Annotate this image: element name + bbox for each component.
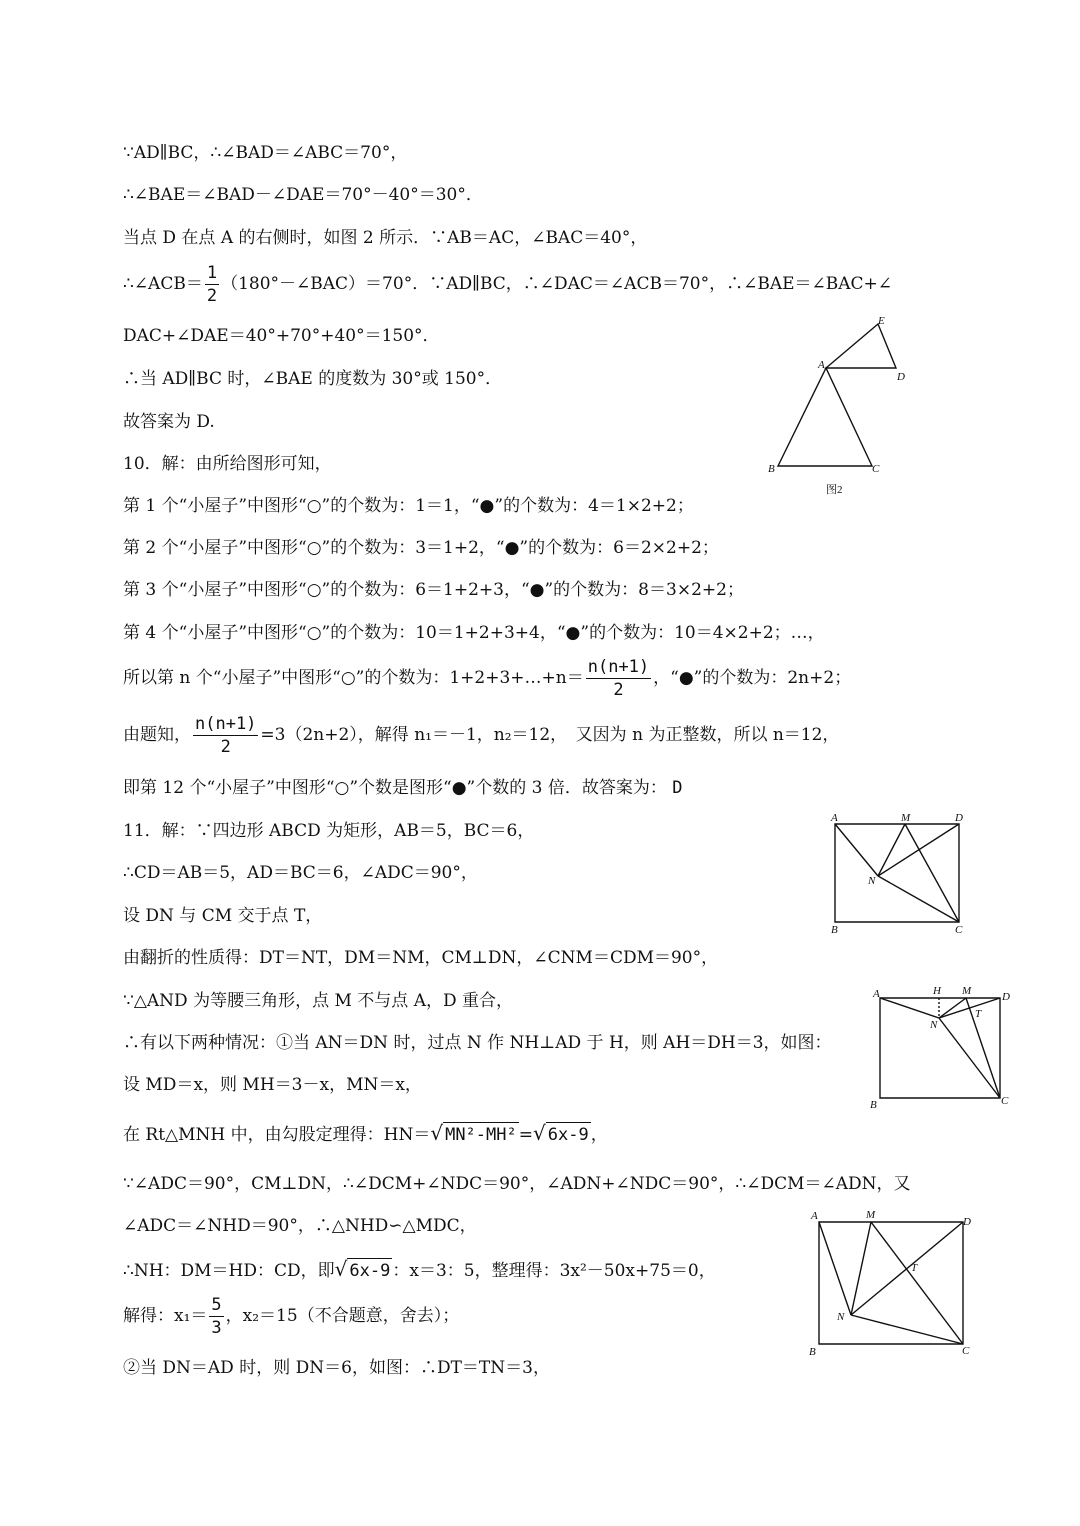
label-a: A (818, 359, 825, 371)
line-26b: ：x＝3：5，整理得：3x²－50x+75＝0， (392, 1261, 716, 1281)
line-9: 第 1 个“小屋子”中图形“○”的个数为：1＝1，“●”的个数为：4＝1×2+2； (123, 496, 694, 516)
triangle-ade (826, 324, 896, 368)
line-13b: ，“●”的个数为：2n+2； (653, 668, 852, 688)
line-14 (123, 713, 839, 758)
r3-label-a: A (811, 1210, 818, 1222)
line-11: 第 3 个“小屋子”中图形“○”的个数为：6＝1+2+3，“●”的个数为：8＝3×2+2； (123, 580, 744, 600)
answer-d: D (672, 778, 683, 798)
line-22: 设 MD＝x，则 MH＝3－x，MN＝x， (123, 1075, 422, 1095)
line-15 (123, 776, 683, 800)
fraction-triangular: $\frac{n(n+1)}{2}$ (587, 657, 650, 700)
line-24: ∵∠ADC＝90°，CM⊥DN，∴∠DCM+∠NDC＝90°，∠ADN+∠NDC＝90°，∴∠DCM＝∠ADN，又 (123, 1174, 911, 1194)
line-26: ∴NH：DM＝HD：CD，即√ 6x-9 ：x＝3：5，整理得：3x²－50x+75＝0， (123, 1257, 716, 1281)
line-5: DAC+∠DAE＝40°+70°+40°＝150°． (123, 326, 440, 346)
r1-label-a: A (831, 812, 838, 824)
line-10: 第 2 个“小屋子”中图形“○”的个数为：3＝1+2，“●”的个数为：6＝2×2+2； (123, 538, 719, 558)
r2-label-c: C (1001, 1095, 1009, 1107)
figure-2-caption: 图2 (826, 484, 843, 496)
line-23: 在 Rt△MNH 中，由勾股定理得：HN＝√ MN²-MH² =√ 6x-9 ， (123, 1121, 608, 1145)
line-7: 故答案为 D. (123, 412, 215, 432)
r3-label-c: C (962, 1345, 970, 1357)
rect-figure-1 (825, 810, 970, 935)
line-25: ∠ADC＝∠NHD＝90°，∴△NHD∽△MDC， (123, 1216, 477, 1236)
r1-label-d: D (955, 812, 963, 824)
r2-label-b: B (870, 1099, 877, 1110)
line-23-eq: = (518, 1125, 533, 1145)
line-14a: 由题知， (123, 725, 191, 745)
fraction-x1: $\frac{5}{3}$ (211, 1295, 222, 1338)
line-6: ∴当 AD∥BC 时，∠BAE 的度数为 30°或 150°． (123, 369, 503, 389)
line-13a: 所以第 n 个“小屋子”中图形“○”的个数为：1+2+3+…+n＝ (123, 668, 584, 688)
line-14b: =3（2n+2），解得 n₁＝－1，n₂＝12， 又因为 n 为正整数，所以 n＝12， (260, 725, 840, 745)
figure-2-triangle (760, 312, 920, 502)
r3-label-b: B (809, 1346, 816, 1357)
line-4b: （180°－∠BAC）＝70°．∵AD∥BC，∴∠DAC＝∠ACB＝70°，∴∠BAE＝∠BAC+∠ (221, 274, 893, 294)
r1-label-n: N (868, 875, 876, 887)
line-21: ∴有以下两种情况：①当 AN＝DN 时，过点 N 作 NH⊥AD 于 H，则 AH＝DH＝3，如图： (123, 1033, 832, 1053)
r1-label-c: C (955, 924, 963, 935)
line-3: 当点 D 在点 A 的右侧时，如图 2 所示．∵AB＝AC，∠BAC＝40°， (123, 228, 648, 248)
line-19: 由翻折的性质得：DT＝NT，DM＝NM，CM⊥DN，∠CNM＝CDM＝90°， (123, 948, 719, 968)
label-c: C (872, 463, 880, 475)
rect-abcd-2 (880, 998, 1000, 1098)
line-1: ∵AD∥BC，∴∠BAD＝∠ABC＝70°， (123, 143, 408, 163)
r2-label-h: H (933, 985, 941, 997)
triangle-abc (778, 368, 872, 466)
line-16: 11．解：∵四边形 ABCD 为矩形，AB＝5，BC＝6， (123, 821, 535, 841)
line-23a: 在 Rt△MNH 中，由勾股定理得：HN＝ (123, 1125, 431, 1145)
r3-label-d: D (963, 1216, 971, 1228)
line-4a: ∴∠ACB＝ (123, 274, 203, 294)
line-26a: ∴NH：DM＝HD：CD，即 (123, 1261, 335, 1281)
r2-label-a: A (873, 988, 880, 1000)
line-2: ∴∠BAE＝∠BAD－∠DAE＝70°－40°＝30°． (123, 185, 483, 205)
r1-label-b: B (831, 924, 838, 935)
line-12: 第 4 个“小屋子”中图形“○”的个数为：10＝1+2+3+4，“●”的个数为：10＝4×2+2；…， (123, 623, 825, 643)
fraction-triangular-2: $\frac{n(n+1)}{2}$ (195, 714, 257, 757)
line-4 (123, 262, 892, 307)
label-d: D (897, 371, 905, 383)
r3-label-m: M (866, 1209, 876, 1221)
r2-label-d: D (1002, 991, 1010, 1003)
sqrt-6x-9: 6x-9 (546, 1122, 591, 1147)
r2-label-n: N (930, 1019, 938, 1031)
line-27a: 解得：x₁＝ (123, 1306, 208, 1326)
r3-label-n: N (837, 1311, 845, 1323)
line-27 (123, 1294, 459, 1339)
r3-label-t: T (911, 1262, 918, 1274)
label-b: B (768, 463, 775, 475)
sqrt-6x-9-b: 6x-9 (347, 1258, 392, 1283)
line-8: 10．解：由所给图形可知， (123, 454, 332, 474)
line-17: ∴CD＝AB＝5，AD＝BC＝6，∠ADC＝90°， (123, 863, 478, 883)
label-e: E (878, 315, 885, 327)
r2-label-t: T (975, 1008, 982, 1020)
line-18: 设 DN 与 CM 交于点 T， (123, 906, 323, 926)
rect-figure-3 (805, 1205, 980, 1357)
line-15a: 即第 12 个“小屋子”中图形“○”个数是图形“●”个数的 3 倍．故答案为： (123, 778, 667, 798)
r2-label-m: M (962, 985, 972, 997)
line-28: ②当 DN＝AD 时，则 DN＝6，如图：∴DT＝TN＝3， (123, 1358, 550, 1378)
sqrt-mn-mh: MN²-MH² (443, 1122, 519, 1147)
line-13 (123, 656, 851, 701)
line-20: ∵△AND 为等腰三角形，点 M 不与点 A，D 重合， (123, 991, 514, 1011)
fraction-half: $\frac{1}{2}$ (206, 263, 218, 306)
line-23b: ， (590, 1125, 608, 1145)
r1-label-m: M (901, 812, 911, 824)
rect-figure-2 (868, 982, 1018, 1110)
line-27b: ，x₂＝15（不合题意，舍去）； (225, 1306, 460, 1326)
